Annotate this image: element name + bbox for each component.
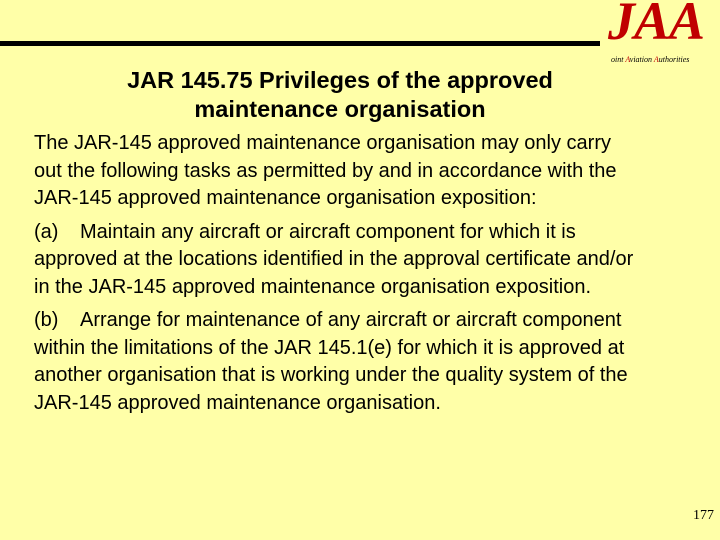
intro-paragraph: The JAR-145 approved maintenance organisation may only carry out the following tasks as permitted by and in accordance with the JAR-145 approved maintenance organisation exposition: bbox=[34, 132, 617, 209]
logo-subtitle-highlight: A bbox=[653, 55, 659, 64]
logo-subtitle bbox=[611, 56, 689, 64]
slide-title: JAR 145.75 Privileges of the approved maintenance organisation bbox=[127, 67, 553, 122]
jaa-logo bbox=[598, 0, 720, 70]
logo-subtitle-highlight: A bbox=[625, 55, 630, 64]
item-text: Maintain any aircraft or aircraft component for which it is approved at the locations identified in the approval certificate and/or in the JAR-145 approved maintenance organisation exposition. bbox=[34, 220, 634, 298]
logo-letters: JAA bbox=[608, 0, 705, 51]
logo-subtitle-part: uthorities bbox=[658, 55, 690, 64]
page-number: 177 bbox=[693, 508, 714, 523]
list-item bbox=[34, 219, 644, 302]
item-text: Arrange for maintenance of any aircraft or aircraft component within the limitations of the JAR 145.1(e) for which it is approved at another organisation that is working under the quality system of the JAR-145 approved maintenance organisation. bbox=[34, 309, 628, 414]
header-rule bbox=[0, 41, 600, 46]
item-label: (a) bbox=[34, 220, 59, 243]
logo-subtitle-part: viation bbox=[629, 55, 654, 64]
list-item bbox=[34, 307, 644, 417]
item-label: (b) bbox=[34, 309, 59, 331]
logo-subtitle-part: oint bbox=[611, 55, 626, 64]
slide-body bbox=[34, 130, 644, 423]
